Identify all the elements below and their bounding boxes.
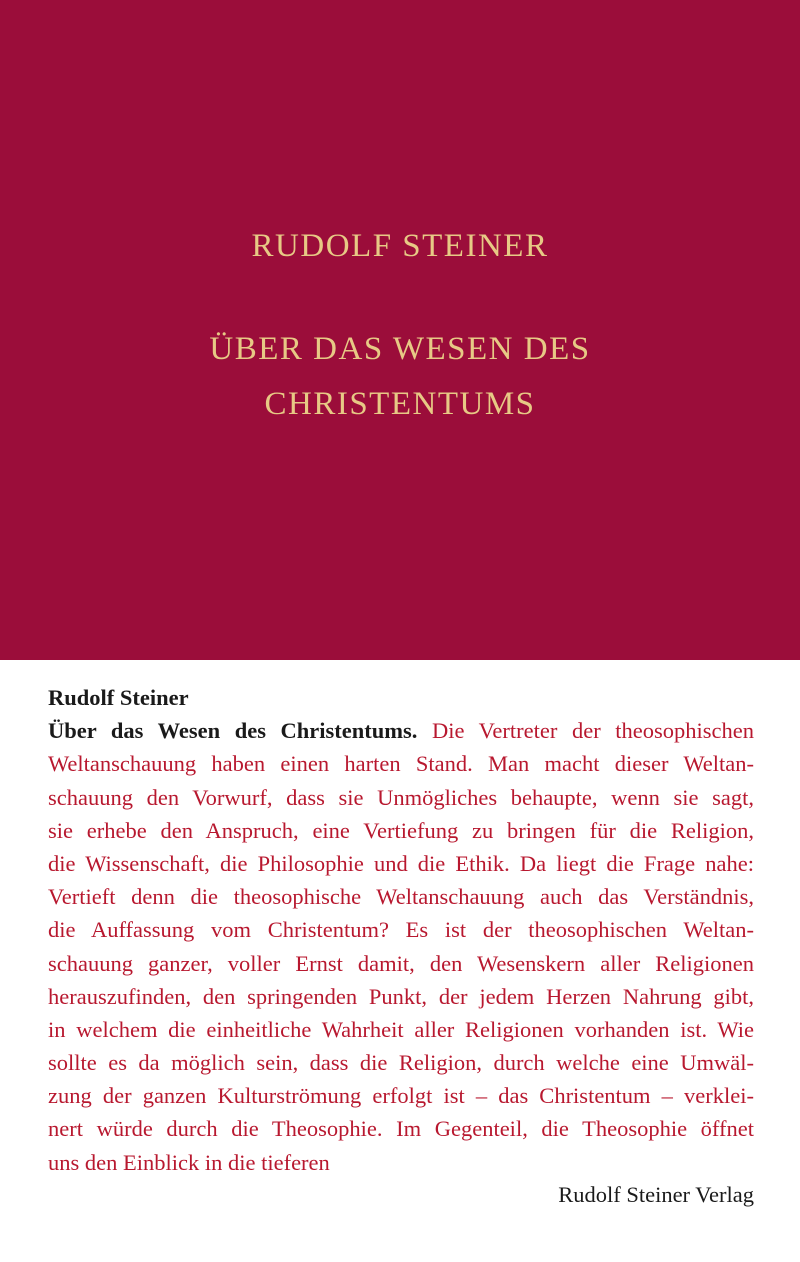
publisher-name: Rudolf Steiner Verlag [558,1182,754,1207]
blurb-line-1 [48,714,754,747]
blurb-line: schauung den Vorwurf, dass sie Unmögliches behaupte, wenn sie sagt, [48,784,754,810]
cover-title-line-1: ÜBER DAS WESEN DES [209,331,591,367]
blurb-line: sie erhebe den Anspruch, eine Vertiefung zu bringen für die Religion, [48,817,754,843]
blurb-line: die Auffassung vom Christentum? Es ist der theosophischen Weltan- [48,917,754,943]
blurb-line: Vertieft denn die theosophische Weltanschauung auch das Verständnis, [48,884,754,910]
blurb-line: Weltanschauung haben einen harten Stand. Man macht dieser Weltan- [48,751,754,777]
blurb-line: schauung ganzer, voller Ernst damit, den Wesenskern aller Religionen [48,950,754,976]
blurb-title: Über das Wesen des Christentums. [48,718,418,744]
cover-author: RUDOLF STEINER [251,228,549,264]
cover-title-line-2: CHRISTENTUMS [264,386,536,422]
blurb-line: die Wissenschaft, die Philosophie und die Ethik. Da liegt die Frage nahe: [48,850,754,876]
blurb-line: zung der ganzen Kulturströmung erfolgt ist – das Christentum – verklei- [48,1083,754,1109]
blurb-author: Rudolf Steiner [48,685,189,710]
cover-title [0,322,800,432]
blurb-line-1-rest: Die Vertreter der theosophischen [432,718,755,744]
blurb-line: herauszufinden, den springenden Punkt, der jedem Herzen Nahrung gibt, [48,983,754,1009]
blurb-line: sollte es da möglich sein, dass die Religion, durch welche eine Umwäl- [48,1050,754,1076]
blurb-line-last: uns den Einblick in die tieferen [48,1149,330,1175]
blurb-text [48,681,754,1179]
blurb-line: in welchem die einheitliche Wahrheit aller Religionen vorhanden ist. Wie [48,1016,754,1042]
blurb-line: nert würde durch die Theosophie. Im Gegenteil, die Theosophie öffnet [48,1116,754,1142]
